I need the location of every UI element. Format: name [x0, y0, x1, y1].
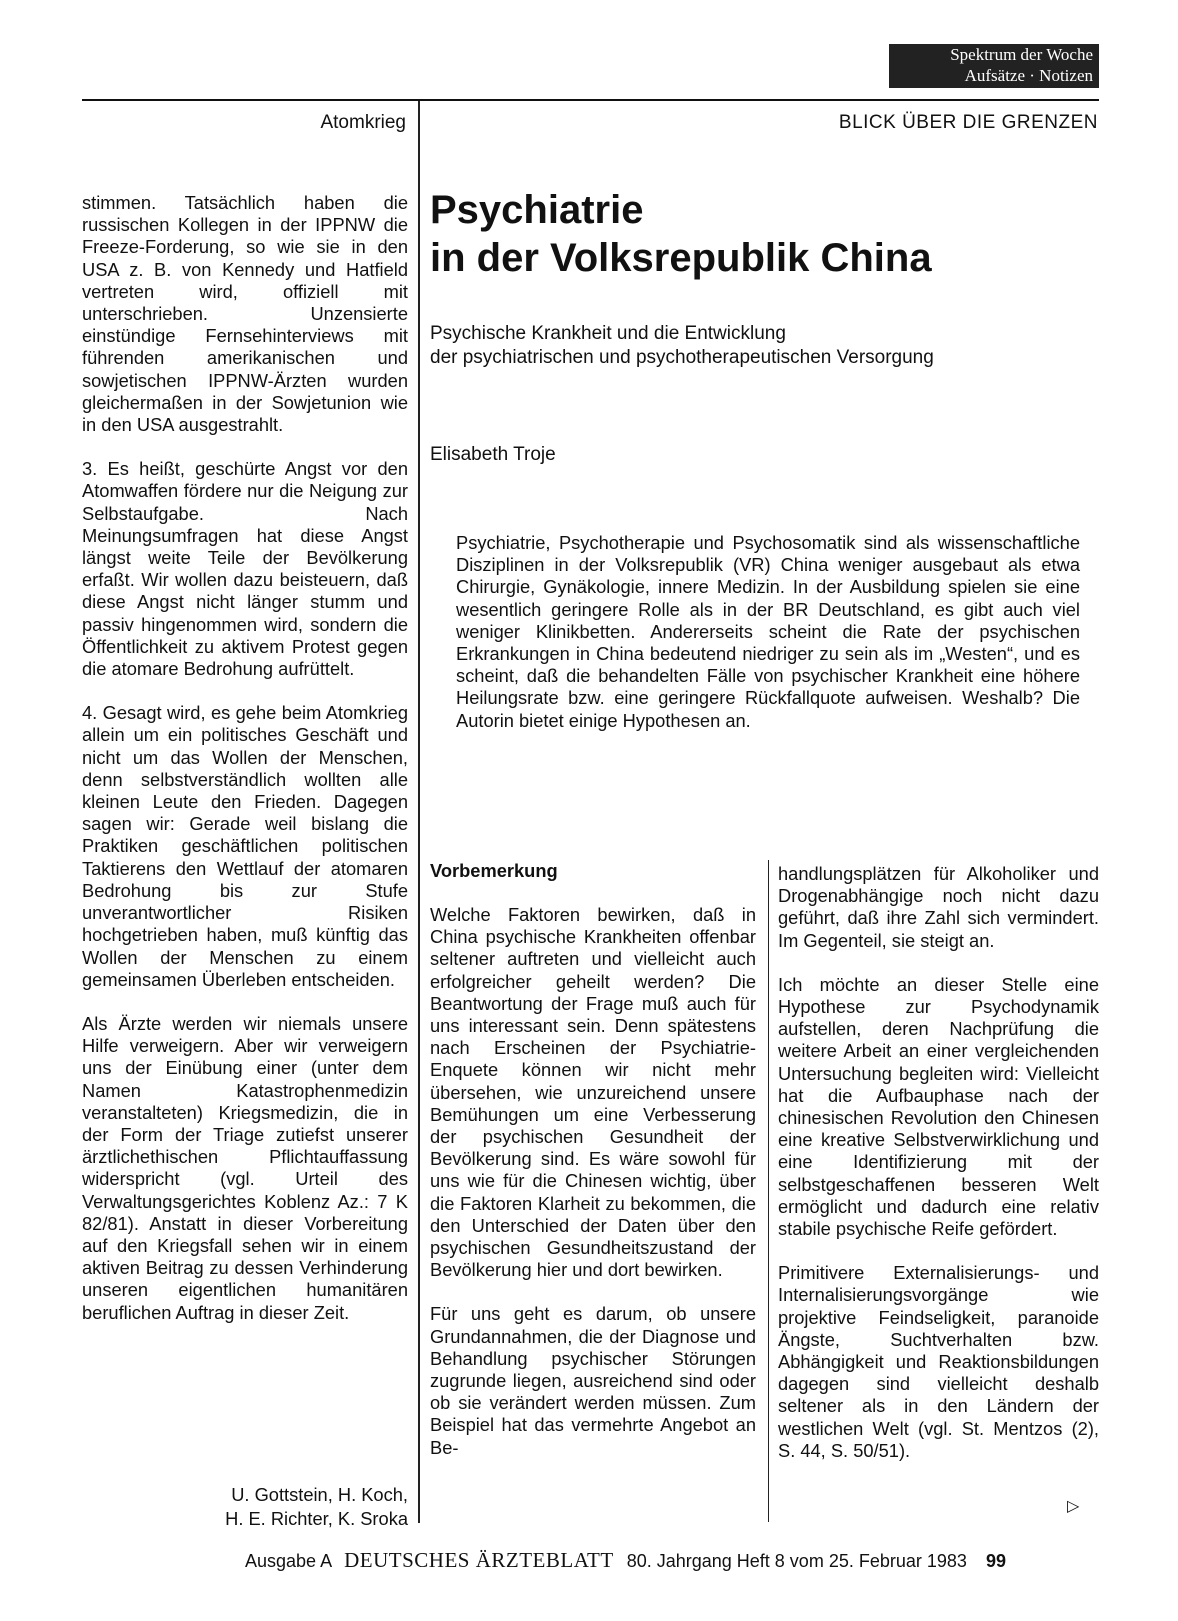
signature-line-1: U. Gottstein, H. Koch,: [231, 1484, 408, 1505]
signature: [82, 1483, 408, 1531]
left-paragraph-1: stimmen. Tatsächlich haben die russischen Kollegen in der IPPNW die Freeze-Forderung, so wie sie in den USA z. B. von Kennedy und Hatfield vertreten wird, offiziell mit unterschrieben. Unzensierte einstündige Fernsehinterviews mit führenden amerikanischen und sowjetischen IPPNW-Ärzten wurden gleichermaßen in der Sowjetunion wie in den USA ausgestrahlt.: [82, 192, 408, 436]
middle-paragraph-2: Für uns geht es darum, ob unsere Grundannahmen, die der Diagnose und Behandlung psychischer Störungen zugrunde liegen, ausreichend sind oder ob sie verändert werden müssen. Zum Beispiel hat das vermehrte Angebot an Be-: [430, 1303, 756, 1458]
middle-column: [430, 904, 756, 1481]
running-head-left: Atomkrieg: [320, 112, 406, 133]
column-divider: [418, 101, 420, 1523]
badge-line-2: Aufsätze · Notizen: [964, 66, 1093, 85]
middle-paragraph-1: Welche Faktoren bewirken, daß in China psychische Krankheiten offenbar seltener auftreten und vielleicht auch erfolgreicher geheilt werden? Die Beantwortung der Frage muß auch für uns interessant sein. Denn spätestens nach Erscheinen der Psychiatrie-Enquete können wir nicht mehr übersehen, wie unzureichend unsere Bemühungen um eine Verbesserung der psychischen Gesundheit der Bevölkerung sind. Es wäre sowohl für uns wie für die Chinesen wichtig, über die Faktoren Klarheit zu bekommen, die den Unterschied der Daten über den psychischen Gesundheitszustand der Bevölkerung hier und dort bewirken.: [430, 904, 756, 1281]
subtitle-line-1: Psychische Krankheit und die Entwicklung: [430, 323, 786, 344]
column-divider-lower: [768, 860, 769, 1522]
left-paragraph-2: 3. Es heißt, geschürte Angst vor den Atomwaffen fördere nur die Neigung zur Selbstaufgabe. Nach Meinungsumfragen hat diese Angst längst weite Teile der Bevölkerung erfaßt. Wir wollen dazu beisteuern, daß diese Angst nicht länger stumm und passiv hingenommen wird, sondern die Öffentlichkeit zu aktivem Protest gegen die atomare Bedrohung aufrüttelt.: [82, 458, 408, 680]
right-paragraph-1: handlungsplätzen für Alkoholiker und Drogenabhängige noch nicht dazu geführt, daß ihre Zahl sich vermindert. Im Gegenteil, sie steigt an.: [778, 863, 1099, 951]
badge-line-1: Spektrum der Woche: [950, 45, 1093, 64]
right-column: [778, 863, 1099, 1484]
left-paragraph-3: 4. Gesagt wird, es gehe beim Atomkrieg allein um ein politisches Geschäft und nicht um das Wollen der Menschen, denn selbstverständlich wollten alle kleinen Leute den Frieden. Dagegen sagen wir: Gerade weil bislang die Praktiken geschäftlichen politischen Taktierens den Wettlauf der atomaren Bedrohung bis zur Stufe unverantwortlicher Risiken hochgetrieben haben, muß künftig das Wollen der Menschen zu einem gemeinsamen Überleben entscheiden.: [82, 702, 408, 990]
signature-line-2: H. E. Richter, K. Sroka: [225, 1508, 408, 1529]
page-footer: [245, 1548, 1006, 1573]
left-column: [82, 192, 408, 1346]
header-rule: [82, 99, 1099, 101]
page-number: 99: [985, 1551, 1006, 1571]
footer-issue: 80. Jahrgang Heft 8 vom 25. Februar 1983: [626, 1551, 967, 1571]
author: Elisabeth Troje: [430, 444, 556, 465]
section-heading: Vorbemerkung: [430, 860, 558, 881]
right-paragraph-2: Ich möchte an dieser Stelle eine Hypothese zur Psychodynamik aufstellen, deren Nachprüfung die weitere Arbeit an einer vergleichenden Untersuchung begleiten wird: Vielleicht hat die Aufbauphase nach der chinesischen Revolution den Chinesen eine kreative Selbstverwirklichung und eine Identifizierung mit der selbstgeschaffenen besseren Welt ermöglicht und dadurch eine relativ stabile psychische Reife gefördert.: [778, 973, 1099, 1240]
continue-arrow-icon: ▷: [1067, 1498, 1080, 1515]
title-line-2: in der Volksrepublik China: [430, 236, 932, 280]
section-badge: [889, 44, 1099, 88]
right-paragraph-3: Primitivere Externalisierungs- und Internalisierungsvorgänge wie projektive Feindseligkeit, paranoide Ängste, Suchtverhalten bzw. Abhängigkeit und Reaktionsbildungen dagegen sind vielleicht deshalb seltener als in den Ländern der westlichen Welt (vgl. St. Mentzos (2), S. 44, S. 50/51).: [778, 1262, 1099, 1461]
title-line-1: Psychiatrie: [430, 188, 644, 232]
article-title: [430, 186, 1090, 282]
left-paragraph-4: Als Ärzte werden wir niemals unsere Hilfe verweigern. Aber wir verweigern uns der Einübung einer (unter dem Namen Katastrophenmedizin veranstalteten) Kriegsmedizin, die in der Form der Triage zutiefst unserer ärztlichethischen Pflichtauffassung widerspricht (vgl. Urteil des Verwaltungsgerichtes Koblenz Az.: 7 K 82/81). Anstatt in dieser Vorbereitung auf den Kriegsfall sehen wir in einem aktiven Beitrag zu dessen Verhinderung unseren eigentlichen humanitären beruflichen Auftrag in dieser Zeit.: [82, 1012, 408, 1323]
article-subtitle: [430, 322, 1090, 370]
abstract: Psychiatrie, Psychotherapie und Psychosomatik sind als wissenschaftliche Disziplinen in der Volksrepublik (VR) China weniger ausgebaut als etwa Chirurgie, Gynäkologie, innere Medizin. In der Ausbildung spielen sie eine wesentlich geringere Rolle als in der BR Deutschland, es gibt auch viel weniger Klinikbetten. Andererseits scheint die Rate der psychischen Erkrankungen in China bedeutend niedriger zu sein als im „Westen“, und es scheint, daß die behandelten Fälle von psychischer Krankheit eine höhere Heilungsrate bzw. eine geringere Rückfallquote aufweisen. Weshalb? Die Autorin bietet einige Hypothesen an.: [456, 532, 1080, 731]
running-head-right: BLICK ÜBER DIE GRENZEN: [838, 112, 1098, 133]
footer-journal: DEUTSCHES ÄRZTEBLATT: [344, 1548, 614, 1572]
subtitle-line-2: der psychiatrischen und psychotherapeutischen Versorgung: [430, 347, 934, 368]
footer-edition: Ausgabe A: [245, 1551, 332, 1571]
